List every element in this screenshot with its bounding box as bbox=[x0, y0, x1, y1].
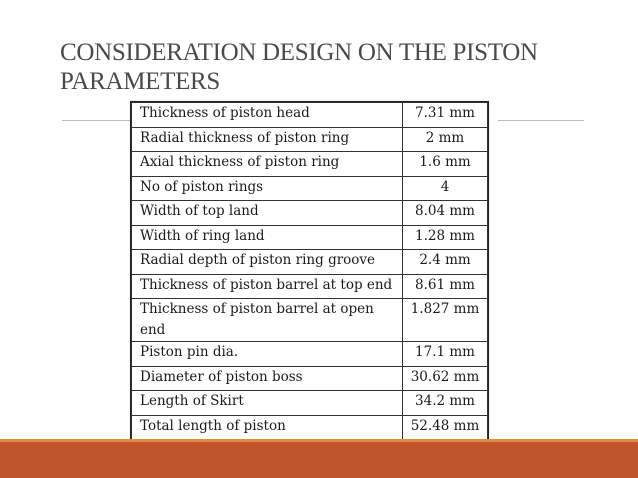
parameter-name: Radial depth of piston ring groove bbox=[132, 250, 403, 275]
table-row bbox=[132, 152, 488, 177]
table-row bbox=[132, 274, 488, 299]
parameter-value: 8.61 mm bbox=[403, 274, 488, 299]
parameter-value: 4 bbox=[403, 176, 488, 201]
parameter-value: 34.2 mm bbox=[403, 391, 488, 416]
parameter-value: 8.04 mm bbox=[403, 201, 488, 226]
table-row bbox=[132, 127, 488, 152]
parameter-value: 2 mm bbox=[403, 127, 488, 152]
parameter-name: Radial thickness of piston ring bbox=[132, 127, 403, 152]
table-row bbox=[132, 299, 488, 342]
parameter-name: Thickness of piston barrel at top end bbox=[132, 274, 403, 299]
parameter-value: 1.6 mm bbox=[403, 152, 488, 177]
table-row bbox=[132, 391, 488, 416]
parameter-name: Width of ring land bbox=[132, 225, 403, 250]
parameter-value: 30.62 mm bbox=[403, 366, 488, 391]
parameter-value: 7.31 mm bbox=[403, 103, 488, 128]
table-row bbox=[132, 103, 488, 128]
parameter-value: 17.1 mm bbox=[403, 342, 488, 367]
parameter-name: Width of top land bbox=[132, 201, 403, 226]
table-row bbox=[132, 250, 488, 275]
parameter-name: Diameter of piston boss bbox=[132, 366, 403, 391]
parameter-name: Length of Skirt bbox=[132, 391, 403, 416]
divider-left bbox=[62, 120, 130, 121]
divider-right bbox=[498, 120, 584, 121]
parameter-name: No of piston rings bbox=[132, 176, 403, 201]
parameters-table bbox=[131, 102, 488, 440]
table-row bbox=[132, 176, 488, 201]
footer-bar bbox=[0, 442, 638, 478]
table-row bbox=[132, 225, 488, 250]
parameter-name: Axial thickness of piston ring bbox=[132, 152, 403, 177]
table-row bbox=[132, 366, 488, 391]
parameter-name: Thickness of piston barrel at open end bbox=[132, 299, 403, 342]
parameter-value: 1.28 mm bbox=[403, 225, 488, 250]
parameter-value: 2.4 mm bbox=[403, 250, 488, 275]
parameters-table-container bbox=[130, 101, 489, 441]
table-row bbox=[132, 342, 488, 367]
parameter-name: Total length of piston bbox=[132, 415, 403, 440]
parameter-name: Piston pin dia. bbox=[132, 342, 403, 367]
parameter-value: 52.48 mm bbox=[403, 415, 488, 440]
slide-title: CONSIDERATION DESIGN ON THE PISTON PARAMETERS bbox=[60, 39, 538, 95]
table-row bbox=[132, 201, 488, 226]
parameter-value: 1.827 mm bbox=[403, 299, 488, 342]
table-row bbox=[132, 415, 488, 440]
parameter-name: Thickness of piston head bbox=[132, 103, 403, 128]
